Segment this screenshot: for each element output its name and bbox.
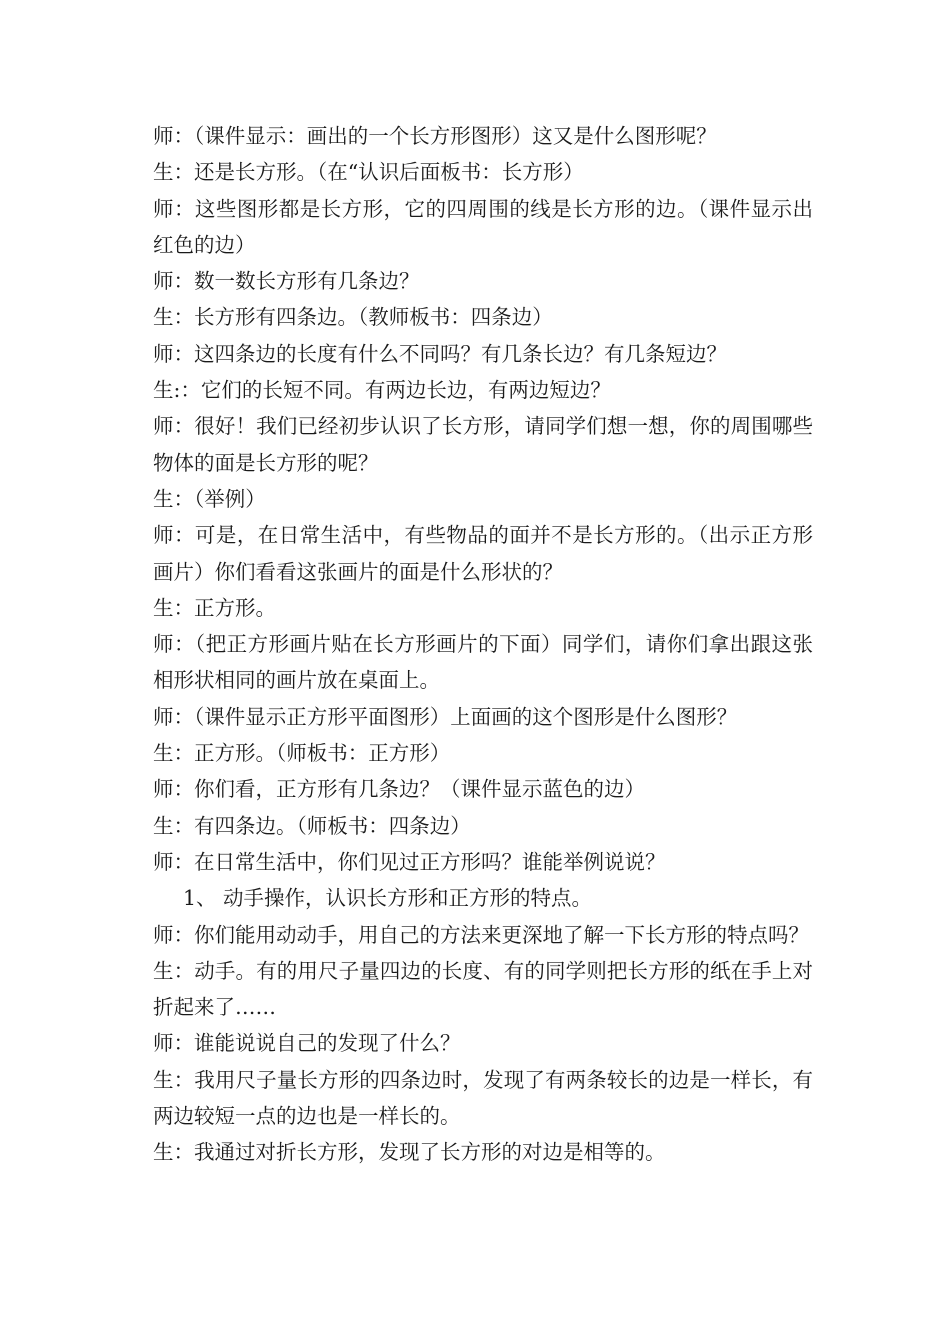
paragraph-1: 师：（课件显示：画出的一个长方形图形）这又是什么图形呢？ — [153, 124, 717, 148]
paragraph-16: 生：有四条边。（师板书：四条边） — [153, 813, 471, 838]
paragraph-12: 师：（把正方形画片贴在长方形画片的下面）同学们，请你们拿出跟这张相形状相同的画片放在桌面上。 — [153, 632, 813, 693]
paragraph-11: 生：正方形。 — [153, 595, 276, 620]
paragraph-5: 生：长方形有四条边。（教师板书：四条边） — [153, 305, 553, 330]
paragraph-14: 生：正方形。（师板书：正方形） — [153, 741, 451, 766]
numbered-heading: 1、 动手操作，认识长方形和正方形的特点。 — [183, 886, 593, 911]
paragraph-22: 生：我用尺子量长方形的四条边时，发现了有两条较长的边是一样长，有两边较短一点的边也是一样长的。 — [153, 1067, 813, 1129]
paragraph-15: 师：你们看，正方形有几条边？（课件显示蓝色的边） — [153, 777, 645, 802]
paragraph-13: 师：（课件显示正方形平面图形）上面画的这个图形是什么图形？ — [153, 704, 738, 729]
paragraph-21: 师：谁能说说自己的发现了什么？ — [153, 1031, 461, 1056]
paragraph-20: 生：动手。有的用尺子量四边的长度、有的同学则把长方形的纸在手上对折起来了…… — [153, 958, 813, 1020]
paragraph-17: 师：在日常生活中，你们见过正方形吗？谁能举例说说？ — [153, 849, 666, 874]
paragraph-3: 师：这些图形都是长方形，它的四周围的线是长方形的边。（课件显示出红色的边） — [153, 196, 813, 257]
document-body — [153, 118, 813, 1171]
paragraph-10: 师：可是，在日常生活中，有些物品的面并不是长方形的。（出示正方形画片）你们看看这张画片的面是什么形状的？ — [153, 523, 813, 584]
paragraph-19: 师：你们能用动动手，用自己的方法来更深地了解一下长方形的特点吗？ — [153, 922, 809, 947]
paragraph-4: 师：数一数长方形有几条边？ — [153, 269, 420, 294]
paragraph-6: 师：这四条边的长度有什么不同吗？有几条长边？有几条短边？ — [153, 341, 727, 366]
paragraph-8: 师：很好！我们已经初步认识了长方形，请同学们想一想，你的周围哪些物体的面是长方形的呢？ — [153, 414, 813, 475]
paragraph-23: 生：我通过对折长方形，发现了长方形的对边是相等的。 — [153, 1140, 666, 1165]
paragraph-9: 生：（举例） — [153, 486, 266, 511]
paragraph-7: 生:：它们的长短不同。有两边长边，有两边短边？ — [153, 378, 611, 403]
paragraph-2: 生：还是长方形。（在“认识后面板书：长方形） — [153, 160, 584, 185]
